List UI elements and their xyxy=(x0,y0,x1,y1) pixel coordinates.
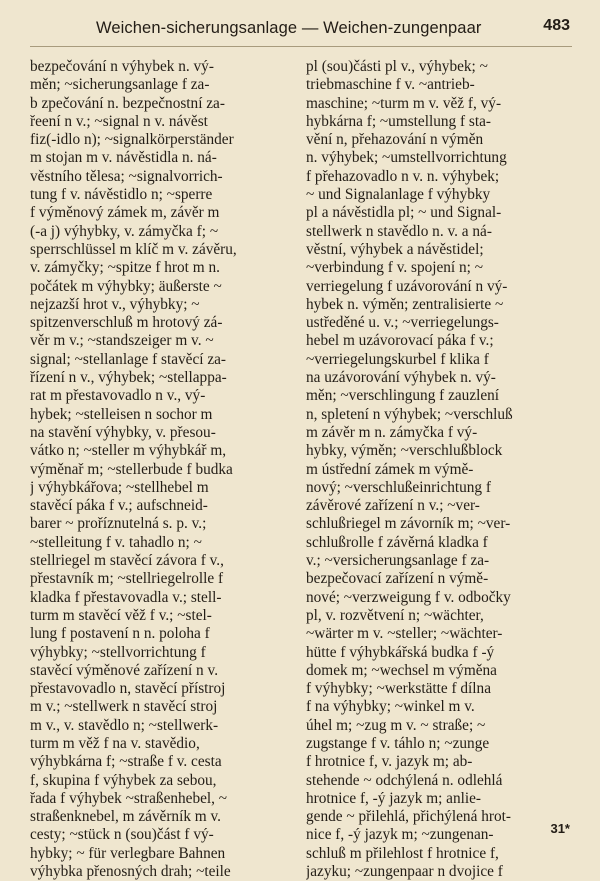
text-line: f hrotnice f, v. jazyk m; ab- xyxy=(306,753,473,771)
running-header xyxy=(0,10,600,38)
text-line: f na výhybky; ~winkel m v. xyxy=(306,698,475,716)
text-line: vění n, přehazování n výměn xyxy=(306,131,484,149)
text-line: f, skupina f výhybek za sebou, xyxy=(30,771,217,789)
text-line: f výhybky; ~werkstätte f dílna xyxy=(306,680,491,698)
text-line: b zpečování n. bezpečnostní za- xyxy=(30,94,225,112)
text-line: hybky, výměn; ~verschlußblock xyxy=(306,442,503,460)
text-line: m závěr m n. zámyčka f vý- xyxy=(306,423,478,441)
text-line: j výhybkářova; ~stellhebel m xyxy=(30,478,209,496)
text-line: na uzávorování výhybek n. vý- xyxy=(306,369,496,387)
text-line: stellwerk n stavědlo n. v. a ná- xyxy=(306,222,492,240)
text-line: přestavovadlo n, stavěcí přístroj xyxy=(30,680,226,698)
text-line: spitzenverschluß m hrotový zá- xyxy=(30,314,223,332)
text-line: m stojan m v. návěstidla n. ná- xyxy=(30,149,217,167)
text-line: v.; ~versicherungsanlage f za- xyxy=(306,552,490,570)
text-line: rat m přestavovadlo n v., vý- xyxy=(30,387,206,405)
text-line: v. zámyčky; ~spitze f hrot m n. xyxy=(30,259,220,277)
text-line: ~verriegelungskurbel f klika f xyxy=(306,350,489,368)
text-line: nice f, -ý jazyk m; ~zungenan- xyxy=(306,826,494,844)
text-line: jazyku; ~zungenpaar n dvojice f xyxy=(306,863,503,881)
text-line: vátko n; ~steller m výhybkář m, xyxy=(30,442,227,460)
text-line: pl (sou)části pl v., výhybek; ~ xyxy=(306,58,488,75)
text-line: straßenknebel, m závěrník m v. xyxy=(30,808,222,826)
text-line: ~stelleitung f v. tahadlo n; ~ xyxy=(30,533,202,551)
text-line: stavěcí páka f v.; aufschneid- xyxy=(30,497,208,515)
text-line: nový; ~verschlußeinrichtung f xyxy=(306,478,491,496)
text-line: měn; ~sicherungsanlage f za- xyxy=(30,76,210,94)
text-line: věstní, výhybek a návěstidel; xyxy=(306,240,484,258)
text-line: ustředěné u. v.; ~verriegelungs- xyxy=(306,314,499,332)
text-line: barer ~ proříznutelná s. p. v.; xyxy=(30,515,207,533)
text-line: verriegelung f uzávorování n vý- xyxy=(306,277,508,295)
text-line: měn; ~verschlingung f zauzlení xyxy=(306,387,500,405)
text-line: lung f postavení n n. poloha f xyxy=(30,625,210,643)
text-line: maschine; ~turm m v. věž f, vý- xyxy=(306,94,502,112)
text-line: f výměnový zámek m, závěr m xyxy=(30,204,220,222)
text-line: hybek; ~stelleisen n sochor m xyxy=(30,405,213,423)
text-line: hybek n. výměn; zentralisierte ~ xyxy=(306,295,504,313)
text-line: sperrschlüssel m klíč m v. závěru, xyxy=(30,240,237,258)
text-line: tung f v. návěstidlo n; ~sperre xyxy=(30,186,213,204)
text-line: triebmaschine f v. ~antrieb- xyxy=(306,76,475,94)
text-line: m v.; ~stellwerk n stavěcí stroj xyxy=(30,698,218,716)
header-title: Weichen-sicherungsanlage — Weichen-zungenpaar xyxy=(96,19,482,37)
text-line: gende ~ přilehlá, přichýlená hrot- xyxy=(306,808,511,826)
text-line: pl a návěstidla pl; ~ und Signal- xyxy=(306,204,502,222)
text-line: m v., v. stavědlo n; ~stellwerk- xyxy=(30,716,219,734)
text-line: turm m stavěcí věž f v.; ~stel- xyxy=(30,606,212,624)
text-line: f přehazovadlo n v. n. výhybek; xyxy=(306,167,500,185)
text-line: přestavník m; ~stellriegelrolle f xyxy=(30,570,224,588)
signature-mark: 31* xyxy=(550,821,570,836)
text-line: hütte f výhybkářská budka f -ý xyxy=(306,643,495,661)
text-line: nejzazší hrot v., výhybky; ~ xyxy=(30,295,200,313)
text-line: úhel m; ~zug m v. ~ straße; ~ xyxy=(306,716,486,734)
text-line: bezpečování n výhybek n. vý- xyxy=(30,58,214,75)
text-line: n, spletení n výhybek; ~verschluß xyxy=(306,405,513,423)
text-line: věr m v.; ~standszeiger m v. ~ xyxy=(30,332,214,350)
text-line: pl, v. rozvětvení n; ~wächter, xyxy=(306,606,484,624)
text-line: výhybky; ~stellvorrichtung f xyxy=(30,643,206,661)
text-line: hebel m uzávorovací páka f v.; xyxy=(306,332,494,350)
text-line: hybkárna f; ~umstellung f sta- xyxy=(306,112,491,130)
text-line: stellriegel m stavěcí závora f v., xyxy=(30,552,224,570)
text-line: výhybka přenosných drah; ~teile xyxy=(30,863,231,881)
page-number: 483 xyxy=(543,17,570,34)
text-line: závěrové zařízení n v.; ~ver- xyxy=(306,497,480,515)
text-line: ~wärter m v. ~steller; ~wächter- xyxy=(306,625,503,643)
text-line: výměnař m; ~stellerbude f budka xyxy=(30,460,233,478)
text-line: řízení n v., výhybek; ~stellappa- xyxy=(30,369,227,387)
text-line: fiz(-idlo n); ~signalkörperständer xyxy=(30,131,234,149)
text-line: schlußriegel m závorník m; ~ver- xyxy=(306,515,511,533)
text-line: ~ und Signalanlage f výhybky xyxy=(306,186,491,204)
text-line: věstního tělesa; ~signalvorrich- xyxy=(30,167,223,185)
text-line: n. výhybek; ~umstellvorrichtung xyxy=(306,149,507,167)
text-line: turm m věž f na v. stavědio, xyxy=(30,734,200,752)
text-line: počátek m výhybky; äußerste ~ xyxy=(30,277,222,295)
text-line: kladka f přestavovadla v.; stell- xyxy=(30,588,222,606)
text-line: zugstange f v. táhlo n; ~zunge xyxy=(306,734,490,752)
text-line: hybky; ~ für verlegbare Bahnen xyxy=(30,844,226,862)
header-rule xyxy=(30,46,572,47)
text-line: schlußrolle f závěrná kladka f xyxy=(306,533,488,551)
text-line: m ústřední zámek m výmě- xyxy=(306,460,474,478)
text-line: domek m; ~wechsel m výměna xyxy=(306,661,497,679)
text-line: na stavění výhybky, v. přesou- xyxy=(30,423,216,441)
text-line: stehende ~ odchýlená n. odlehlá xyxy=(306,771,503,789)
text-line: ~verbindung f v. spojení n; ~ xyxy=(306,259,484,277)
text-line: (-a j) výhybky, v. zámyčka f; ~ xyxy=(30,222,219,240)
text-line: signal; ~stellanlage f stavěcí za- xyxy=(30,350,227,368)
text-line: řada f výhybek ~straßenhebel, ~ xyxy=(30,789,228,807)
text-line: řeení n v.; ~signal n v. návěst xyxy=(30,112,208,130)
text-line: hrotnice f, -ý jazyk m; anlie- xyxy=(306,789,481,807)
text-line: bezpečovací zařízení n výmě- xyxy=(306,570,489,588)
text-line: stavěcí výměnové zařízení n v. xyxy=(30,661,219,679)
text-line: výhybkárna f; ~straße f v. cesta xyxy=(30,753,222,771)
left-column xyxy=(30,58,292,881)
text-line: nové; ~verzweigung f v. odbočky xyxy=(306,588,511,606)
text-line: schluß m přilehlost f hrotnice f, xyxy=(306,844,499,862)
text-line: cesty; ~stück n (sou)část f vý- xyxy=(30,826,214,844)
